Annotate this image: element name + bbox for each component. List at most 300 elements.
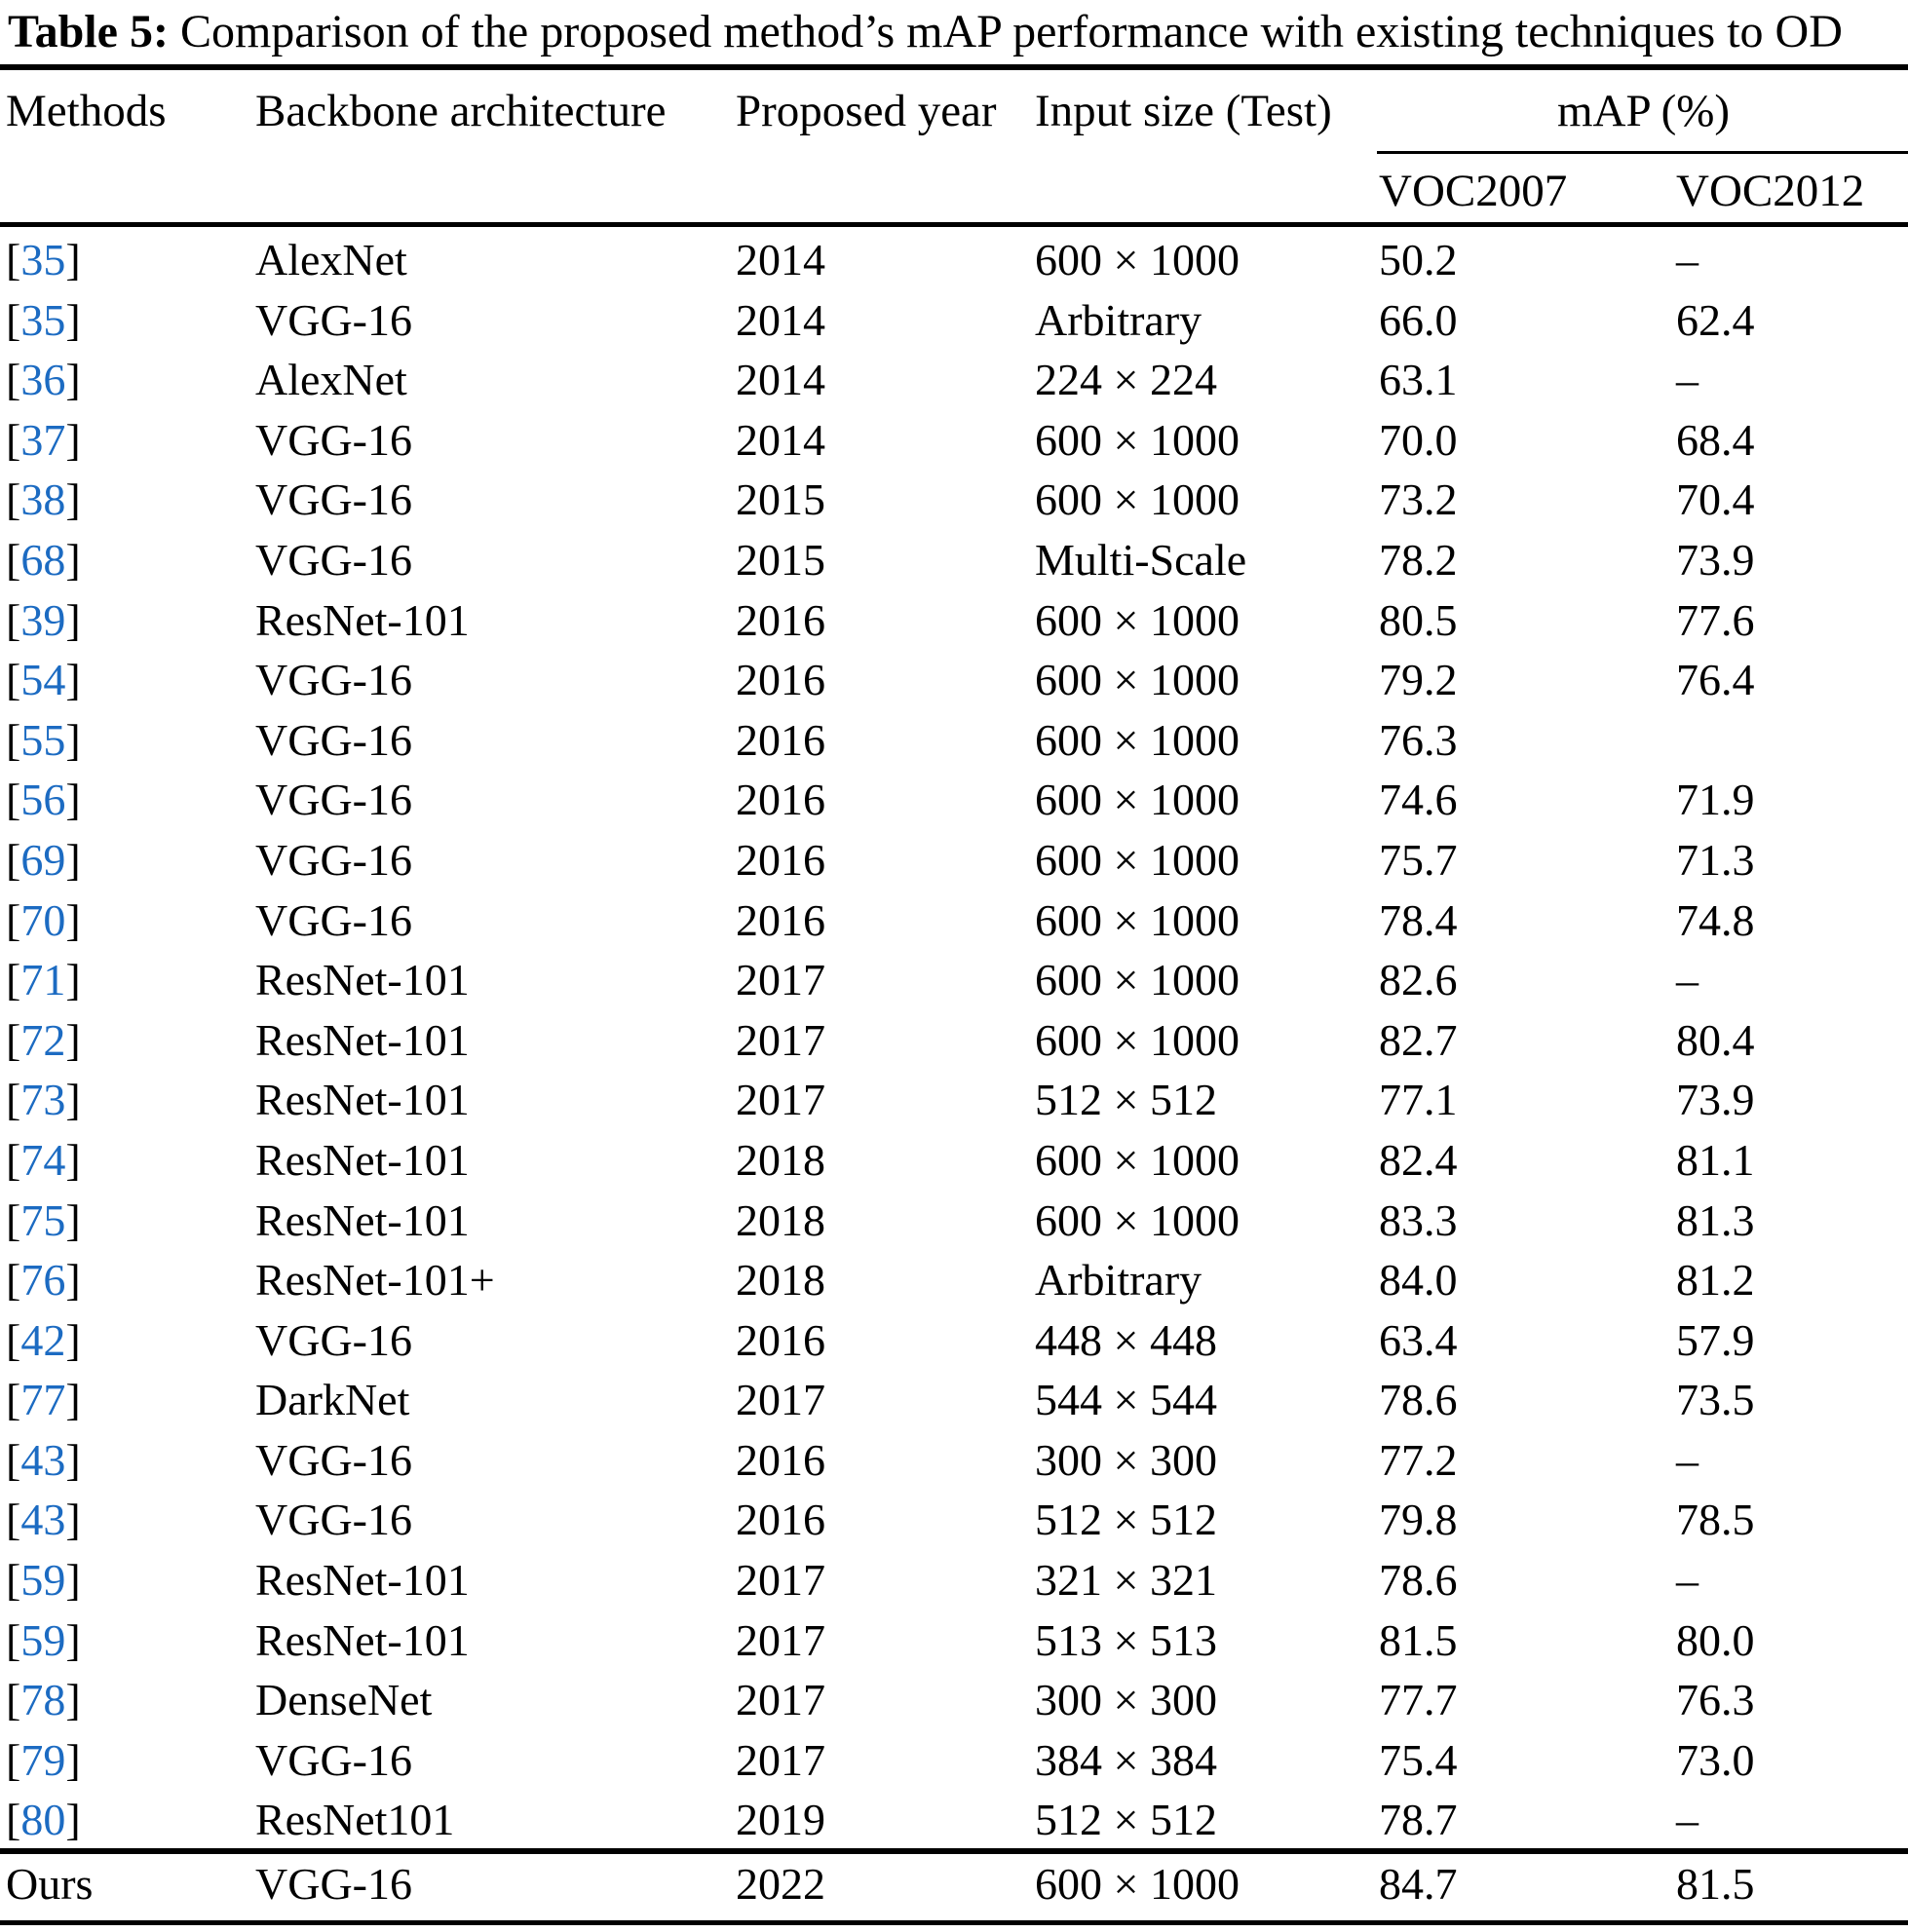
- citation-bracket-open: [: [6, 294, 21, 345]
- table-row: [6, 1010, 1908, 1071]
- backbone-cell: VGG-16: [255, 534, 412, 585]
- table-row: [6, 1790, 1908, 1850]
- method-cell: [6, 710, 255, 771]
- voc2012-cell: 73.9: [1676, 1075, 1755, 1125]
- citation-bracket-open: [: [6, 775, 21, 825]
- table-body: [6, 230, 1908, 1850]
- backbone-cell: VGG-16: [255, 834, 412, 885]
- table-row: [6, 1191, 1908, 1251]
- year-cell: 2014: [736, 355, 825, 405]
- citation-bracket-open: [: [6, 894, 21, 945]
- top-rule: [0, 64, 1908, 70]
- table-row: [6, 1670, 1908, 1730]
- table-caption: [8, 4, 1904, 60]
- table-row: [6, 770, 1908, 830]
- citation-bracket-open: [: [6, 1014, 21, 1065]
- input-size-cell: 600 × 1000: [1035, 1859, 1240, 1909]
- citation-bracket-close: ]: [65, 1314, 81, 1365]
- voc2012-cell: 57.9: [1676, 1314, 1755, 1365]
- citation-bracket-open: [: [6, 1134, 21, 1185]
- voc2007-cell: 78.6: [1379, 1555, 1458, 1606]
- citation-link[interactable]: [6, 1135, 81, 1185]
- method-cell: [6, 950, 255, 1010]
- citation-bracket-close: ]: [65, 1795, 81, 1845]
- year-cell: 2016: [736, 775, 825, 825]
- method-cell: [6, 1730, 255, 1791]
- citation-number: 68: [20, 534, 66, 585]
- citation-number: 42: [20, 1314, 66, 1365]
- method-cell: Ours: [6, 1859, 94, 1909]
- citation-bracket-open: [: [6, 955, 21, 1005]
- voc2012-cell: 81.5: [1676, 1859, 1755, 1909]
- header-body-separator-rule: [0, 222, 1908, 227]
- voc2012-cell: 81.2: [1676, 1255, 1755, 1306]
- table-row: [6, 290, 1908, 351]
- citation-bracket-close: ]: [65, 1375, 81, 1425]
- table-row: [6, 470, 1908, 530]
- backbone-cell: ResNet-101: [255, 1134, 470, 1185]
- citation-bracket-open: [: [6, 1614, 21, 1665]
- year-cell: 2016: [736, 834, 825, 885]
- header-row-sub: [6, 164, 1908, 218]
- method-cell: [6, 890, 255, 951]
- citation-number: 54: [20, 655, 66, 705]
- voc2012-cell: 71.9: [1676, 775, 1755, 825]
- citation-bracket-open: [: [6, 594, 21, 645]
- backbone-cell: ResNet-101+: [255, 1255, 495, 1306]
- citation-link[interactable]: [6, 1495, 81, 1544]
- citation-number: 73: [20, 1075, 66, 1125]
- citation-bracket-open: [: [6, 1375, 21, 1425]
- citation-number: 78: [20, 1675, 66, 1725]
- citation-bracket-close: ]: [65, 1255, 81, 1306]
- year-cell: 2014: [736, 294, 825, 345]
- year-cell: 2018: [736, 1134, 825, 1185]
- citation-number: 37: [20, 414, 66, 465]
- voc2007-cell: 75.4: [1379, 1734, 1458, 1785]
- input-size-cell: 300 × 300: [1035, 1675, 1217, 1725]
- voc2007-cell: 76.3: [1379, 714, 1458, 765]
- citation-bracket-close: ]: [65, 834, 81, 885]
- table-row: [6, 1370, 1908, 1430]
- input-size-cell: 600 × 1000: [1035, 594, 1240, 645]
- citation-bracket-open: [: [6, 414, 21, 465]
- backbone-cell: ResNet-101: [255, 1194, 470, 1245]
- method-cell: [6, 1130, 255, 1191]
- citation-link[interactable]: [6, 655, 81, 704]
- voc2007-cell: 77.2: [1379, 1434, 1458, 1485]
- voc2012-cell: 76.3: [1676, 1675, 1755, 1725]
- method-cell: [6, 1370, 255, 1430]
- citation-bracket-close: ]: [65, 1194, 81, 1245]
- citation-number: 35: [20, 294, 66, 345]
- year-cell: 2015: [736, 474, 825, 525]
- voc2007-cell: 63.1: [1379, 355, 1458, 405]
- method-cell: [6, 350, 255, 410]
- citation-bracket-open: [: [6, 355, 21, 405]
- voc2007-cell: 82.4: [1379, 1134, 1458, 1185]
- year-cell: 2016: [736, 594, 825, 645]
- input-size-cell: 600 × 1000: [1035, 775, 1240, 825]
- voc2012-cell: 73.0: [1676, 1734, 1755, 1785]
- input-size-cell: 600 × 1000: [1035, 955, 1240, 1005]
- table-row: [6, 1070, 1908, 1130]
- backbone-cell: VGG-16: [255, 775, 412, 825]
- backbone-cell: ResNet-101: [255, 1075, 470, 1125]
- input-size-cell: 513 × 513: [1035, 1614, 1217, 1665]
- table-row: [6, 1730, 1908, 1791]
- voc2007-cell: 74.6: [1379, 775, 1458, 825]
- method-cell: [6, 650, 255, 710]
- method-cell: [6, 1010, 255, 1071]
- input-size-cell: 600 × 1000: [1035, 474, 1240, 525]
- year-cell: 2014: [736, 414, 825, 465]
- citation-link[interactable]: [6, 1435, 81, 1485]
- voc2007-cell: 84.7: [1379, 1859, 1458, 1909]
- citation-link[interactable]: [6, 1315, 81, 1365]
- voc2012-cell: –: [1676, 955, 1698, 1005]
- input-size-cell: 600 × 1000: [1035, 714, 1240, 765]
- input-size-cell: Arbitrary: [1035, 294, 1202, 345]
- backbone-cell: ResNet-101: [255, 1555, 470, 1606]
- citation-number: 77: [20, 1375, 66, 1425]
- voc2007-cell: 50.2: [1379, 235, 1458, 284]
- input-size-cell: 448 × 448: [1035, 1314, 1217, 1365]
- ours-row: [6, 1854, 1908, 1914]
- method-cell: [6, 290, 255, 351]
- input-size-cell: 600 × 1000: [1035, 894, 1240, 945]
- backbone-cell: VGG-16: [255, 1314, 412, 1365]
- citation-bracket-close: ]: [65, 1075, 81, 1125]
- year-cell: 2016: [736, 714, 825, 765]
- citation-number: 43: [20, 1434, 66, 1485]
- backbone-cell: VGG-16: [255, 655, 412, 705]
- year-cell: 2017: [736, 1075, 825, 1125]
- map-group-underline: [1377, 151, 1908, 154]
- backbone-cell: AlexNet: [255, 235, 407, 284]
- voc2007-cell: 78.6: [1379, 1375, 1458, 1425]
- voc2012-cell: –: [1676, 235, 1698, 284]
- header-row-main: [6, 84, 1908, 138]
- citation-bracket-open: [: [6, 1675, 21, 1725]
- voc2007-cell: 84.0: [1379, 1255, 1458, 1306]
- method-cell: [6, 1250, 255, 1310]
- citation-bracket-close: ]: [65, 1434, 81, 1485]
- table-row: [6, 710, 1908, 771]
- table-row: [6, 350, 1908, 410]
- citation-bracket-open: [: [6, 1495, 21, 1545]
- year-cell: 2017: [736, 955, 825, 1005]
- citation-bracket-open: [: [6, 1734, 21, 1785]
- citation-bracket-open: [: [6, 1075, 21, 1125]
- year-cell: 2017: [736, 1375, 825, 1425]
- year-cell: 2016: [736, 1495, 825, 1545]
- year-cell: 2018: [736, 1194, 825, 1245]
- voc2012-cell: 80.4: [1676, 1014, 1755, 1065]
- method-cell: [6, 590, 255, 651]
- method-cell: [6, 770, 255, 830]
- citation-bracket-close: ]: [65, 355, 81, 405]
- col-header-voc2012: VOC2012: [1676, 166, 1865, 216]
- citation-bracket-open: [: [6, 235, 21, 284]
- backbone-cell: ResNet-101: [255, 1614, 470, 1665]
- backbone-cell: VGG-16: [255, 1434, 412, 1485]
- citation-link[interactable]: [6, 474, 81, 524]
- citation-link[interactable]: [6, 1255, 81, 1305]
- input-size-cell: 600 × 1000: [1035, 1134, 1240, 1185]
- backbone-cell: DarkNet: [255, 1375, 410, 1425]
- citation-link[interactable]: [6, 1735, 81, 1785]
- voc2007-cell: 81.5: [1379, 1614, 1458, 1665]
- citation-link[interactable]: [6, 835, 81, 885]
- citation-bracket-close: ]: [65, 1675, 81, 1725]
- backbone-cell: VGG-16: [255, 714, 412, 765]
- input-size-cell: 600 × 1000: [1035, 655, 1240, 705]
- citation-link[interactable]: [6, 775, 81, 824]
- citation-link[interactable]: [6, 1555, 81, 1605]
- citation-bracket-close: ]: [65, 1134, 81, 1185]
- citation-bracket-open: [: [6, 474, 21, 525]
- citation-number: 43: [20, 1495, 66, 1545]
- input-size-cell: 321 × 321: [1035, 1555, 1217, 1606]
- col-header-proposed-year: Proposed year: [736, 86, 997, 136]
- year-cell: 2016: [736, 1314, 825, 1365]
- voc2007-cell: 79.8: [1379, 1495, 1458, 1545]
- year-cell: 2016: [736, 894, 825, 945]
- col-header-input-size: Input size (Test): [1035, 86, 1332, 136]
- backbone-cell: ResNet-101: [255, 955, 470, 1005]
- backbone-cell: ResNet-101: [255, 594, 470, 645]
- citation-bracket-open: [: [6, 1255, 21, 1306]
- voc2012-cell: 70.4: [1676, 474, 1755, 525]
- citation-bracket-close: ]: [65, 474, 81, 525]
- voc2007-cell: 77.7: [1379, 1675, 1458, 1725]
- method-cell: [6, 1490, 255, 1550]
- backbone-cell: VGG-16: [255, 894, 412, 945]
- col-header-backbone: Backbone architecture: [255, 86, 667, 136]
- table-row: [6, 590, 1908, 651]
- input-size-cell: 600 × 1000: [1035, 235, 1240, 284]
- citation-number: 70: [20, 894, 66, 945]
- voc2012-cell: 78.5: [1676, 1495, 1755, 1545]
- citation-bracket-close: ]: [65, 594, 81, 645]
- caption-text: Comparison of the proposed method’s mAP performance with existing techniques to OD: [179, 6, 1843, 57]
- voc2012-cell: 73.5: [1676, 1375, 1755, 1425]
- input-size-cell: 544 × 544: [1035, 1375, 1217, 1425]
- backbone-cell: DenseNet: [255, 1675, 433, 1725]
- voc2012-cell: 74.8: [1676, 894, 1755, 945]
- voc2007-cell: 78.4: [1379, 894, 1458, 945]
- backbone-cell: VGG-16: [255, 474, 412, 525]
- citation-bracket-close: ]: [65, 1734, 81, 1785]
- input-size-cell: 600 × 1000: [1035, 414, 1240, 465]
- year-cell: 2017: [736, 1014, 825, 1065]
- backbone-cell: VGG-16: [255, 294, 412, 345]
- citation-number: 59: [20, 1555, 66, 1606]
- input-size-cell: Multi-Scale: [1035, 534, 1247, 585]
- citation-number: 35: [20, 235, 66, 284]
- input-size-cell: 300 × 300: [1035, 1434, 1217, 1485]
- voc2012-cell: –: [1676, 1795, 1698, 1845]
- table-row: [6, 1550, 1908, 1610]
- method-cell: [6, 1430, 255, 1491]
- method-cell: [6, 1550, 255, 1610]
- citation-number: 56: [20, 775, 66, 825]
- col-header-methods: Methods: [6, 86, 167, 136]
- table-row: [6, 230, 1908, 290]
- method-cell: [6, 410, 255, 471]
- voc2007-cell: 70.0: [1379, 414, 1458, 465]
- citation-link[interactable]: [6, 955, 81, 1004]
- citation-link[interactable]: [6, 895, 81, 945]
- voc2012-cell: –: [1676, 1555, 1698, 1606]
- caption-label: Table 5:: [8, 6, 169, 57]
- citation-number: 69: [20, 834, 66, 885]
- citation-bracket-open: [: [6, 1314, 21, 1365]
- method-cell: [6, 1790, 255, 1850]
- voc2012-cell: 71.3: [1676, 834, 1755, 885]
- method-cell: [6, 230, 255, 290]
- table-row: [6, 410, 1908, 471]
- citation-link[interactable]: [6, 415, 81, 465]
- table-row: [6, 1610, 1908, 1671]
- year-cell: 2018: [736, 1255, 825, 1306]
- method-cell: [6, 830, 255, 890]
- year-cell: 2014: [736, 235, 825, 284]
- citation-number: 75: [20, 1194, 66, 1245]
- voc2007-cell: 78.7: [1379, 1795, 1458, 1845]
- voc2012-cell: –: [1676, 355, 1698, 405]
- table-row: [6, 1430, 1908, 1491]
- backbone-cell: ResNet-101: [255, 1014, 470, 1065]
- citation-bracket-open: [: [6, 655, 21, 705]
- backbone-cell: VGG-16: [255, 1859, 412, 1909]
- citation-bracket-close: ]: [65, 714, 81, 765]
- citation-link[interactable]: [6, 595, 81, 645]
- voc2012-cell: [1676, 710, 1908, 771]
- table-row: [6, 1250, 1908, 1310]
- citation-link[interactable]: [6, 1075, 81, 1124]
- citation-number: 76: [20, 1255, 66, 1306]
- citation-bracket-close: ]: [65, 534, 81, 585]
- table-row: [6, 1490, 1908, 1550]
- input-size-cell: 224 × 224: [1035, 355, 1217, 405]
- citation-number: 80: [20, 1795, 66, 1845]
- citation-number: 55: [20, 714, 66, 765]
- table-row: [6, 1310, 1908, 1371]
- voc2007-cell: 83.3: [1379, 1194, 1458, 1245]
- citation-bracket-close: ]: [65, 894, 81, 945]
- table-row: [6, 890, 1908, 951]
- voc2012-cell: 77.6: [1676, 594, 1755, 645]
- voc2012-cell: 62.4: [1676, 294, 1755, 345]
- citation-number: 38: [20, 474, 66, 525]
- citation-link[interactable]: [6, 715, 81, 765]
- year-cell: 2017: [736, 1614, 825, 1665]
- citation-link[interactable]: [6, 1375, 81, 1424]
- citation-bracket-open: [: [6, 534, 21, 585]
- citation-link[interactable]: [6, 535, 81, 585]
- voc2012-cell: –: [1676, 1434, 1698, 1485]
- year-cell: 2019: [736, 1795, 825, 1845]
- year-cell: 2017: [736, 1675, 825, 1725]
- voc2012-cell: 81.1: [1676, 1134, 1755, 1185]
- table-row: [6, 530, 1908, 590]
- citation-number: 36: [20, 355, 66, 405]
- table-row: [6, 950, 1908, 1010]
- input-size-cell: Arbitrary: [1035, 1255, 1202, 1306]
- citation-bracket-open: [: [6, 1795, 21, 1845]
- year-cell: 2016: [736, 655, 825, 705]
- year-cell: 2015: [736, 534, 825, 585]
- input-size-cell: 512 × 512: [1035, 1495, 1217, 1545]
- citation-bracket-close: ]: [65, 414, 81, 465]
- method-cell: [6, 1610, 255, 1671]
- citation-link[interactable]: [6, 1615, 81, 1665]
- voc2012-cell: 73.9: [1676, 534, 1755, 585]
- method-cell: [6, 1191, 255, 1251]
- citation-link[interactable]: [6, 1675, 81, 1724]
- citation-number: 71: [20, 955, 66, 1005]
- backbone-cell: AlexNet: [255, 355, 407, 405]
- citation-bracket-close: ]: [65, 655, 81, 705]
- year-cell: 2022: [736, 1859, 825, 1909]
- year-cell: 2017: [736, 1734, 825, 1785]
- citation-bracket-close: ]: [65, 1014, 81, 1065]
- citation-bracket-close: ]: [65, 1495, 81, 1545]
- year-cell: 2017: [736, 1555, 825, 1606]
- citation-link[interactable]: [6, 355, 81, 404]
- voc2007-cell: 80.5: [1379, 594, 1458, 645]
- citation-bracket-close: ]: [65, 1614, 81, 1665]
- bottom-rule: [0, 1920, 1908, 1925]
- method-cell: [6, 530, 255, 590]
- table-row: [6, 1130, 1908, 1191]
- citation-link[interactable]: [6, 1795, 81, 1844]
- input-size-cell: 384 × 384: [1035, 1734, 1217, 1785]
- citation-bracket-close: ]: [65, 294, 81, 345]
- backbone-cell: ResNet101: [255, 1795, 455, 1845]
- input-size-cell: 512 × 512: [1035, 1795, 1217, 1845]
- citation-link[interactable]: [6, 235, 81, 284]
- table-row: [6, 830, 1908, 890]
- citation-link[interactable]: [6, 1195, 81, 1245]
- voc2012-cell: 80.0: [1676, 1614, 1755, 1665]
- citation-link[interactable]: [6, 1015, 81, 1065]
- citation-number: 74: [20, 1134, 66, 1185]
- year-cell: 2016: [736, 1434, 825, 1485]
- input-size-cell: 600 × 1000: [1035, 1194, 1240, 1245]
- backbone-cell: VGG-16: [255, 414, 412, 465]
- voc2007-cell: 79.2: [1379, 655, 1458, 705]
- method-cell: [6, 470, 255, 530]
- voc2007-cell: 73.2: [1379, 474, 1458, 525]
- citation-bracket-open: [: [6, 1434, 21, 1485]
- col-header-voc2007: VOC2007: [1379, 166, 1568, 216]
- input-size-cell: 600 × 1000: [1035, 1014, 1240, 1065]
- backbone-cell: VGG-16: [255, 1495, 412, 1545]
- citation-link[interactable]: [6, 295, 81, 345]
- citation-number: 79: [20, 1734, 66, 1785]
- citation-number: 59: [20, 1614, 66, 1665]
- method-cell: [6, 1310, 255, 1371]
- voc2012-cell: 76.4: [1676, 655, 1755, 705]
- input-size-cell: 600 × 1000: [1035, 834, 1240, 885]
- citation-bracket-open: [: [6, 1194, 21, 1245]
- citation-bracket-close: ]: [65, 955, 81, 1005]
- citation-bracket-close: ]: [65, 1555, 81, 1606]
- method-cell: [6, 1070, 255, 1130]
